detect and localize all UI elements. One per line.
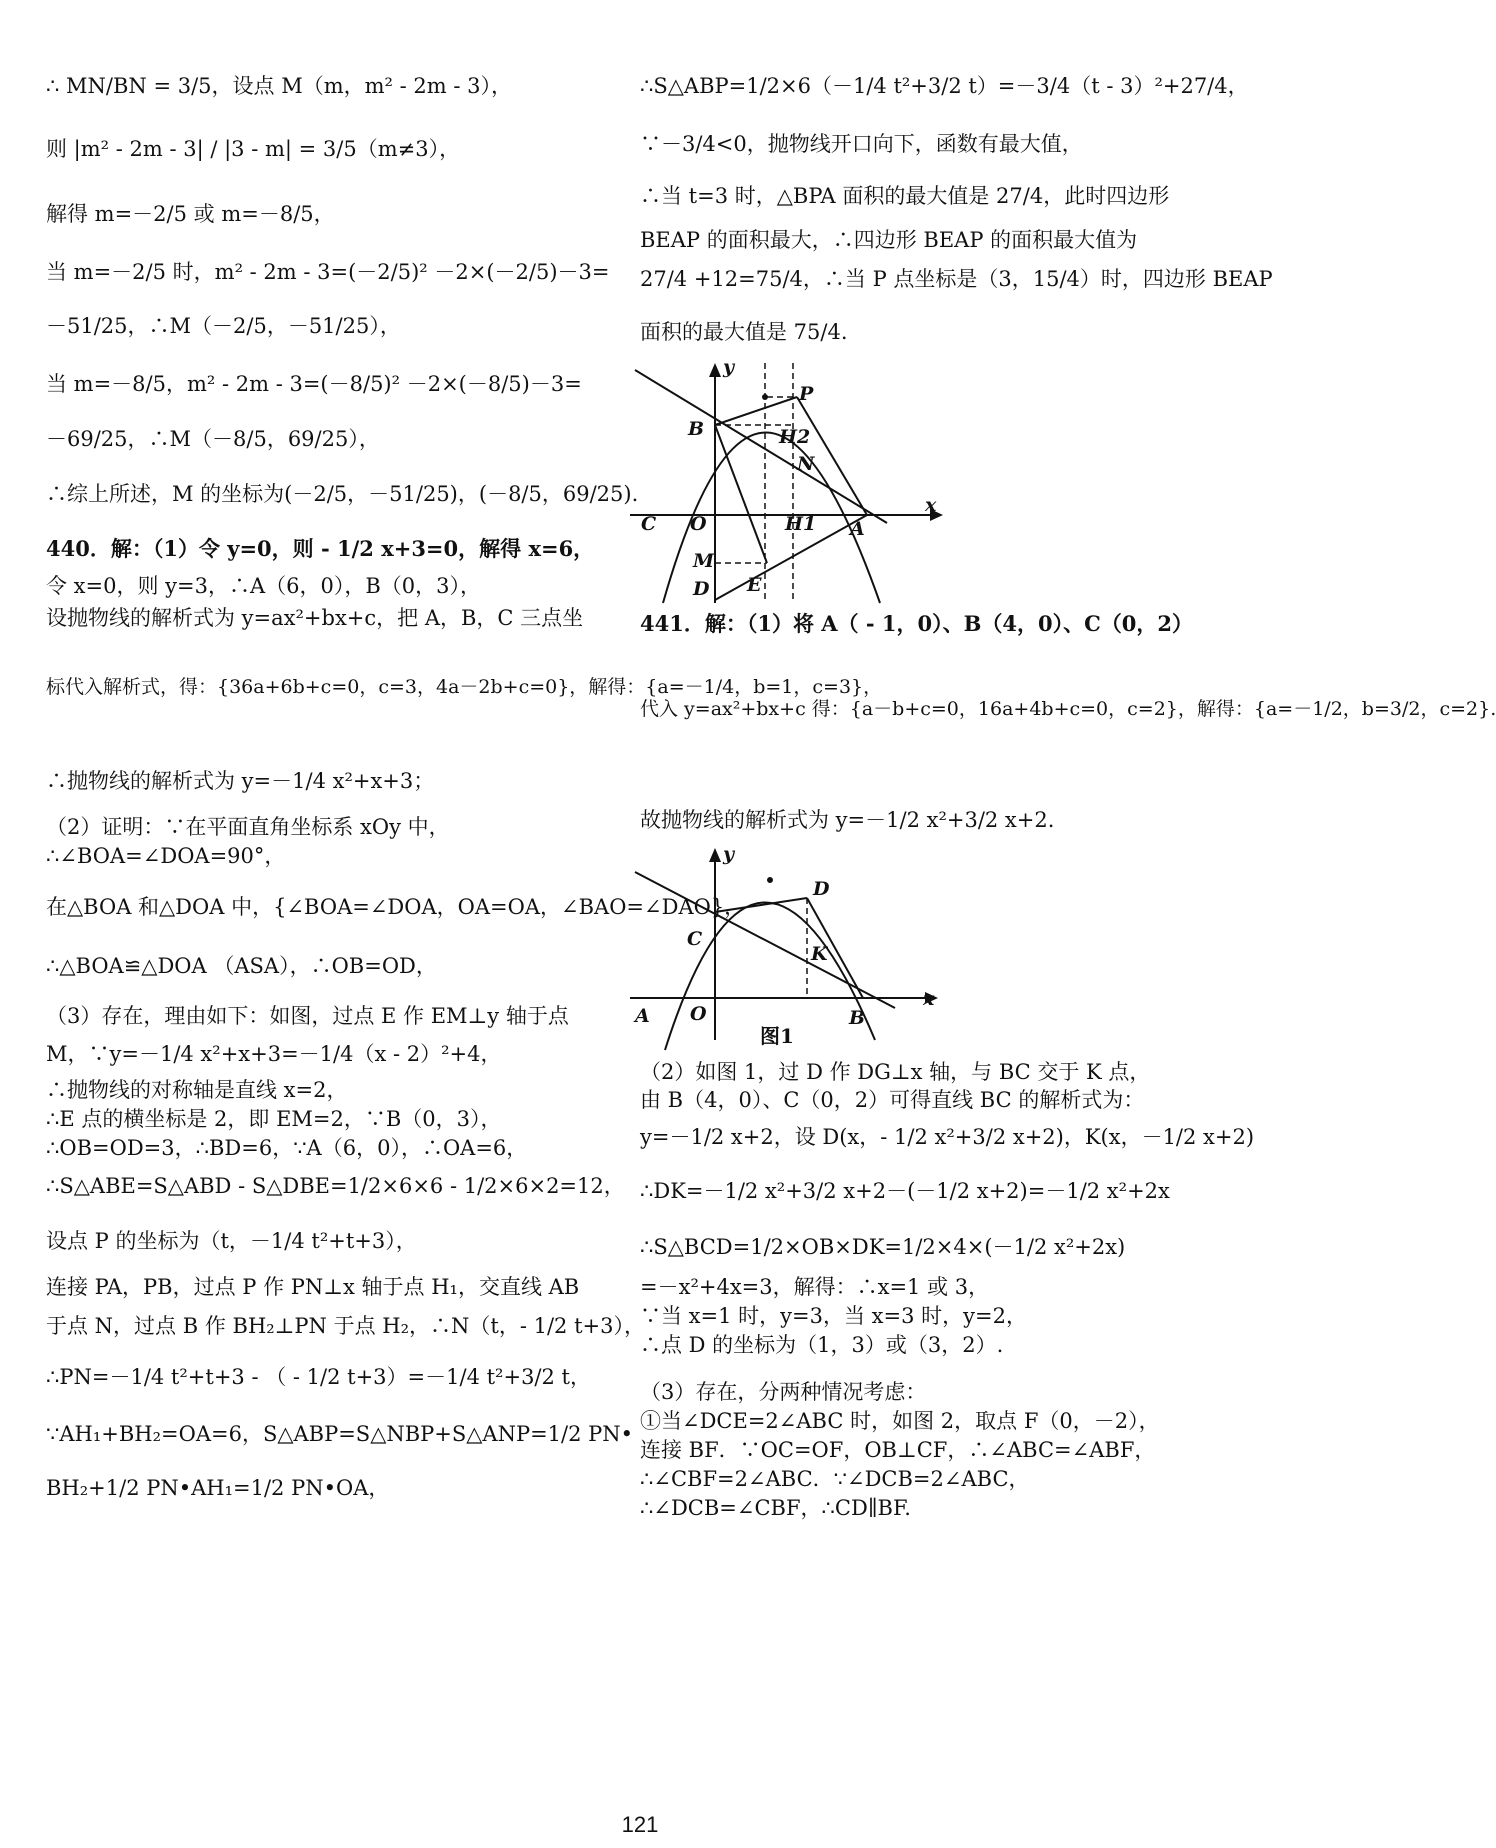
- text-line: 连接 BF．∵OC=OF，OB⊥CF，∴∠ABC=∠ABF，: [640, 1438, 1156, 1462]
- text-line: 连接 PA，PB，过点 P 作 PN⊥x 轴于点 H₁，交直线 AB: [46, 1275, 580, 1299]
- text-line: 设点 P 的坐标为（t，－1/4 t²+t+3），: [46, 1229, 417, 1253]
- text-line: ∴抛物线的解析式为 y=－1/4 x²+x+3；: [46, 769, 435, 793]
- label-m: M: [693, 550, 715, 572]
- label-o: O: [690, 1003, 707, 1025]
- label-d: D: [813, 878, 830, 900]
- text-line: 由 B（4，0）、C（0，2）可得直线 BC 的解析式为：: [640, 1088, 1145, 1112]
- text-line: ∵AH₁+BH₂=OA=6，S△ABP=S△NBP+S△ANP=1/2 PN•: [46, 1422, 634, 1446]
- text-line: ∴S△BCD=1/2×OB×DK=1/2×4×(－1/2 x²+2x): [640, 1235, 1126, 1259]
- label-c: C: [687, 928, 703, 950]
- label-n: N: [797, 453, 815, 475]
- vertex-dot: [767, 877, 773, 883]
- vertex-dot: [762, 394, 768, 400]
- text-line: ∴PN=－1/4 t²+t+3 - （ - 1/2 t+3）=－1/4 t²+3/2 t，: [46, 1365, 591, 1389]
- text-line: 于点 N，过点 B 作 BH₂⊥PN 于点 H₂，∴N（t，- 1/2 t+3），: [46, 1314, 645, 1338]
- text-line: （2）如图 1，过 D 作 DG⊥x 轴，与 BC 交于 K 点，: [640, 1060, 1151, 1084]
- text-line: （3）存在，理由如下：如图，过点 E 作 EM⊥y 轴于点: [46, 1004, 569, 1028]
- label-o: O: [690, 513, 707, 535]
- text-line: ∴OB=OD=3，∴BD=6，∵A（6，0），∴OA=6，: [46, 1136, 528, 1160]
- text-line: 解得 m=－2/5 或 m=－8/5，: [46, 202, 335, 226]
- label-h2: H2: [779, 426, 811, 448]
- text-line: 当 m=－8/5，m² - 2m - 3=(－8/5)² －2×(－8/5)－3=: [46, 372, 582, 396]
- text-line: ∴∠CBF=2∠ABC．∵∠DCB=2∠ABC，: [640, 1467, 1030, 1491]
- text-line: 27/4 +12=75/4，∴当 P 点坐标是（3，15/4）时，四边形 BEAP: [640, 267, 1273, 291]
- text-line: ∴∠BOA=∠DOA=90°，: [46, 844, 286, 868]
- y-axis-arrow: [709, 848, 721, 862]
- figure-1-parabola-bcd: [625, 840, 1075, 1055]
- text-line: ∴当 t=3 时，△BPA 面积的最大值是 27/4，此时四边形: [640, 184, 1170, 208]
- equation-system: 代入 y=ax²+bx+c 得：{a－b+c=0，16a+4b+c=0，c=2}，解得：{a=－1/2，b=3/2，c=2}.: [640, 698, 1496, 720]
- text-line: BH₂+1/2 PN•AH₁=1/2 PN•OA，: [46, 1476, 390, 1500]
- text-line: ∴综上所述，M 的坐标为(－2/5，－51/25)，(－8/5，69/25).: [46, 482, 639, 506]
- label-h1: H1: [785, 513, 817, 535]
- text-line: M，∵y=－1/4 x²+x+3=－1/4（x - 2）²+4，: [46, 1042, 502, 1066]
- line-bc: [635, 872, 895, 1008]
- line-ab: [635, 370, 887, 523]
- text-line: ①当∠DCE=2∠ABC 时，如图 2，取点 F（0，－2），: [640, 1409, 1160, 1433]
- figure-svg: [625, 345, 1075, 605]
- text-line: 面积的最大值是 75/4.: [640, 320, 848, 344]
- text-line: y=－1/2 x+2，设 D(x，- 1/2 x²+3/2 x+2)，K(x，－1/2 x+2): [640, 1125, 1255, 1149]
- equation-system: 标代入解析式，得：{36a+6b+c=0，c=3，4a－2b+c=0}，解得：{a=－1/4，b=1，c=3}，: [46, 676, 883, 698]
- text-line: ∴S△ABE=S△ABD - S△DBE=1/2×6×6 - 1/2×6×2=12，: [46, 1174, 625, 1198]
- label-a: A: [850, 518, 865, 540]
- figure-caption: 图1: [760, 1024, 794, 1048]
- text-line: －51/25，∴M（－2/5，－51/25），: [46, 314, 401, 338]
- text-line: ∴∠DCB=∠CBF，∴CD∥BF.: [640, 1496, 911, 1520]
- text-line: ∴△BOA≌△DOA （ASA），∴OB=OD，: [46, 954, 437, 978]
- text-line: ∵－3/4<0，抛物线开口向下，函数有最大值，: [640, 132, 1083, 156]
- label-x: x: [925, 494, 937, 516]
- text-line: 在△BOA 和△DOA 中，{∠BOA=∠DOA，OA=OA，∠BAO=∠DAO}，: [46, 895, 746, 919]
- text-line: 令 x=0，则 y=3，∴A（6，0），B（0，3），: [46, 574, 482, 598]
- label-b: B: [849, 1007, 866, 1029]
- text-line: 设抛物线的解析式为 y=ax²+bx+c，把 A，B，C 三点坐: [46, 606, 584, 630]
- text-line: （2）证明：∵在平面直角坐标系 xOy 中，: [46, 815, 450, 839]
- text-line: =－x²+4x=3，解得：∴x=1 或 3，: [640, 1275, 990, 1299]
- text-line: ∴DK=－1/2 x²+3/2 x+2－(－1/2 x+2)=－1/2 x²+2x: [640, 1179, 1170, 1203]
- label-d: D: [693, 578, 710, 600]
- label-y: y: [723, 843, 735, 865]
- text-line: BEAP 的面积最大，∴四边形 BEAP 的面积最大值为: [640, 228, 1138, 252]
- label-y: y: [723, 356, 735, 378]
- problem-440-heading: 440．解：（1）令 y=0，则 - 1/2 x+3=0，解得 x=6，: [46, 536, 595, 561]
- segment-cd: [715, 898, 807, 912]
- problem-441-heading: 441．解：（1）将 A（ - 1，0）、B（4，0）、C（0，2）: [640, 611, 1194, 636]
- segment-bp: [715, 397, 797, 425]
- label-p: P: [799, 383, 814, 405]
- y-axis-arrow: [709, 363, 721, 377]
- text-line: ∴ MN/BN = 3/5，设点 M（m，m² - 2m - 3），: [46, 74, 512, 98]
- page-number: 121: [621, 1812, 659, 1837]
- figure-parabola-bpa: [625, 345, 1075, 605]
- text-line: ∴抛物线的对称轴是直线 x=2，: [46, 1078, 348, 1102]
- label-c: C: [641, 513, 657, 535]
- text-line: 则 |m² - 2m - 3| / |3 - m| = 3/5（m≠3），: [46, 137, 461, 161]
- label-b: B: [688, 418, 705, 440]
- label-e: E: [747, 574, 762, 596]
- text-line: ∵当 x=1 时，y=3，当 x=3 时，y=2，: [640, 1304, 1027, 1328]
- label-x: x: [923, 988, 935, 1010]
- text-line: ∴E 点的横坐标是 2，即 EM=2，∵B（0，3），: [46, 1107, 502, 1131]
- text-line: －69/25，∴M（－8/5，69/25），: [46, 427, 380, 451]
- figure-svg: [625, 840, 1075, 1055]
- label-k: K: [811, 943, 828, 965]
- label-a: A: [635, 1005, 650, 1027]
- text-line: ∴S△ABP=1/2×6（－1/4 t²+3/2 t）=－3/4（t - 3）²+27/4，: [640, 74, 1249, 98]
- text-line: 故抛物线的解析式为 y=－1/2 x²+3/2 x+2.: [640, 808, 1055, 832]
- text-line: 当 m=－2/5 时，m² - 2m - 3=(－2/5)² －2×(－2/5)－3=: [46, 260, 610, 284]
- text-line: （3）存在，分两种情况考虑：: [640, 1380, 927, 1404]
- text-line: ∴点 D 的坐标为（1，3）或（3，2）.: [640, 1333, 1004, 1357]
